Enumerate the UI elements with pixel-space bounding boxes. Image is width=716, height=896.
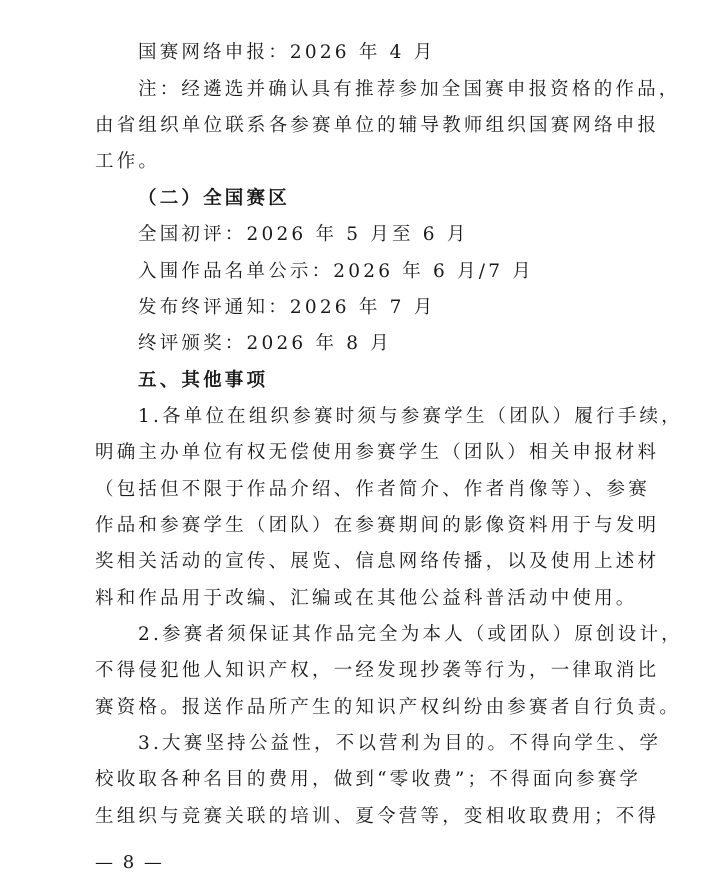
item1-line-1: 1.各单位在组织参赛时须与参赛学生（团队）履行手续， — [138, 406, 683, 427]
shortlist-publicity-date: 入围作品名单公示：2026 年 6 月/7 月 — [138, 261, 534, 282]
note-line-2: 由省组织单位联系各参赛单位的辅导教师组织国赛网络申报 — [95, 115, 660, 136]
note-line-1: 注：经遴选并确认具有推荐参加全国赛申报资格的作品， — [138, 79, 681, 100]
item2-line-3: 赛资格。报送作品所产生的知识产权纠纷由参赛者自行负责。 — [95, 697, 681, 718]
item1-line-5: 奖相关活动的宣传、展览、信息网络传播，以及使用上述材 — [95, 551, 660, 572]
item2-line-1: 2.参赛者须保证其作品完全为本人（或团队）原创设计， — [138, 624, 683, 645]
item3-line-1: 3.大赛坚持公益性，不以营利为目的。不得向学生、学 — [138, 733, 662, 754]
national-online-submission-date: 国赛网络申报：2026 年 4 月 — [138, 42, 436, 63]
note-line-3: 工作。 — [95, 151, 161, 172]
item3-line-2: 校收取各种名目的费用，做到“零收费”；不得面向参赛学 — [95, 769, 642, 790]
page-number: — 8 — — [95, 852, 164, 873]
item1-line-4: 作品和参赛学生（团队）在参赛期间的影像资料用于与发明 — [95, 515, 660, 536]
item1-line-2: 明确主办单位有权无偿使用参赛学生（团队）相关申报材料 — [95, 442, 660, 463]
initial-review-date: 全国初评：2026 年 5 月至 6 月 — [138, 224, 469, 245]
section-five-heading: 五、其他事项 — [138, 370, 269, 391]
final-notice-date: 发布终评通知：2026 年 7 月 — [138, 297, 436, 318]
item2-line-2: 不得侵犯他人知识产权，一经发现抄袭等行为，一律取消比 — [95, 660, 660, 681]
item3-line-3: 生组织与竞赛关联的培训、夏令营等，变相收取费用；不得 — [95, 806, 660, 827]
national-division-heading: （二）全国赛区 — [138, 188, 290, 209]
final-award-date: 终评颁奖：2026 年 8 月 — [138, 333, 392, 354]
item1-line-3: （包括但不限于作品介绍、作者简介、作者肖像等）、参赛 — [95, 479, 650, 500]
item1-line-6: 料和作品用于改编、汇编或在其他公益科普活动中使用。 — [95, 588, 638, 609]
